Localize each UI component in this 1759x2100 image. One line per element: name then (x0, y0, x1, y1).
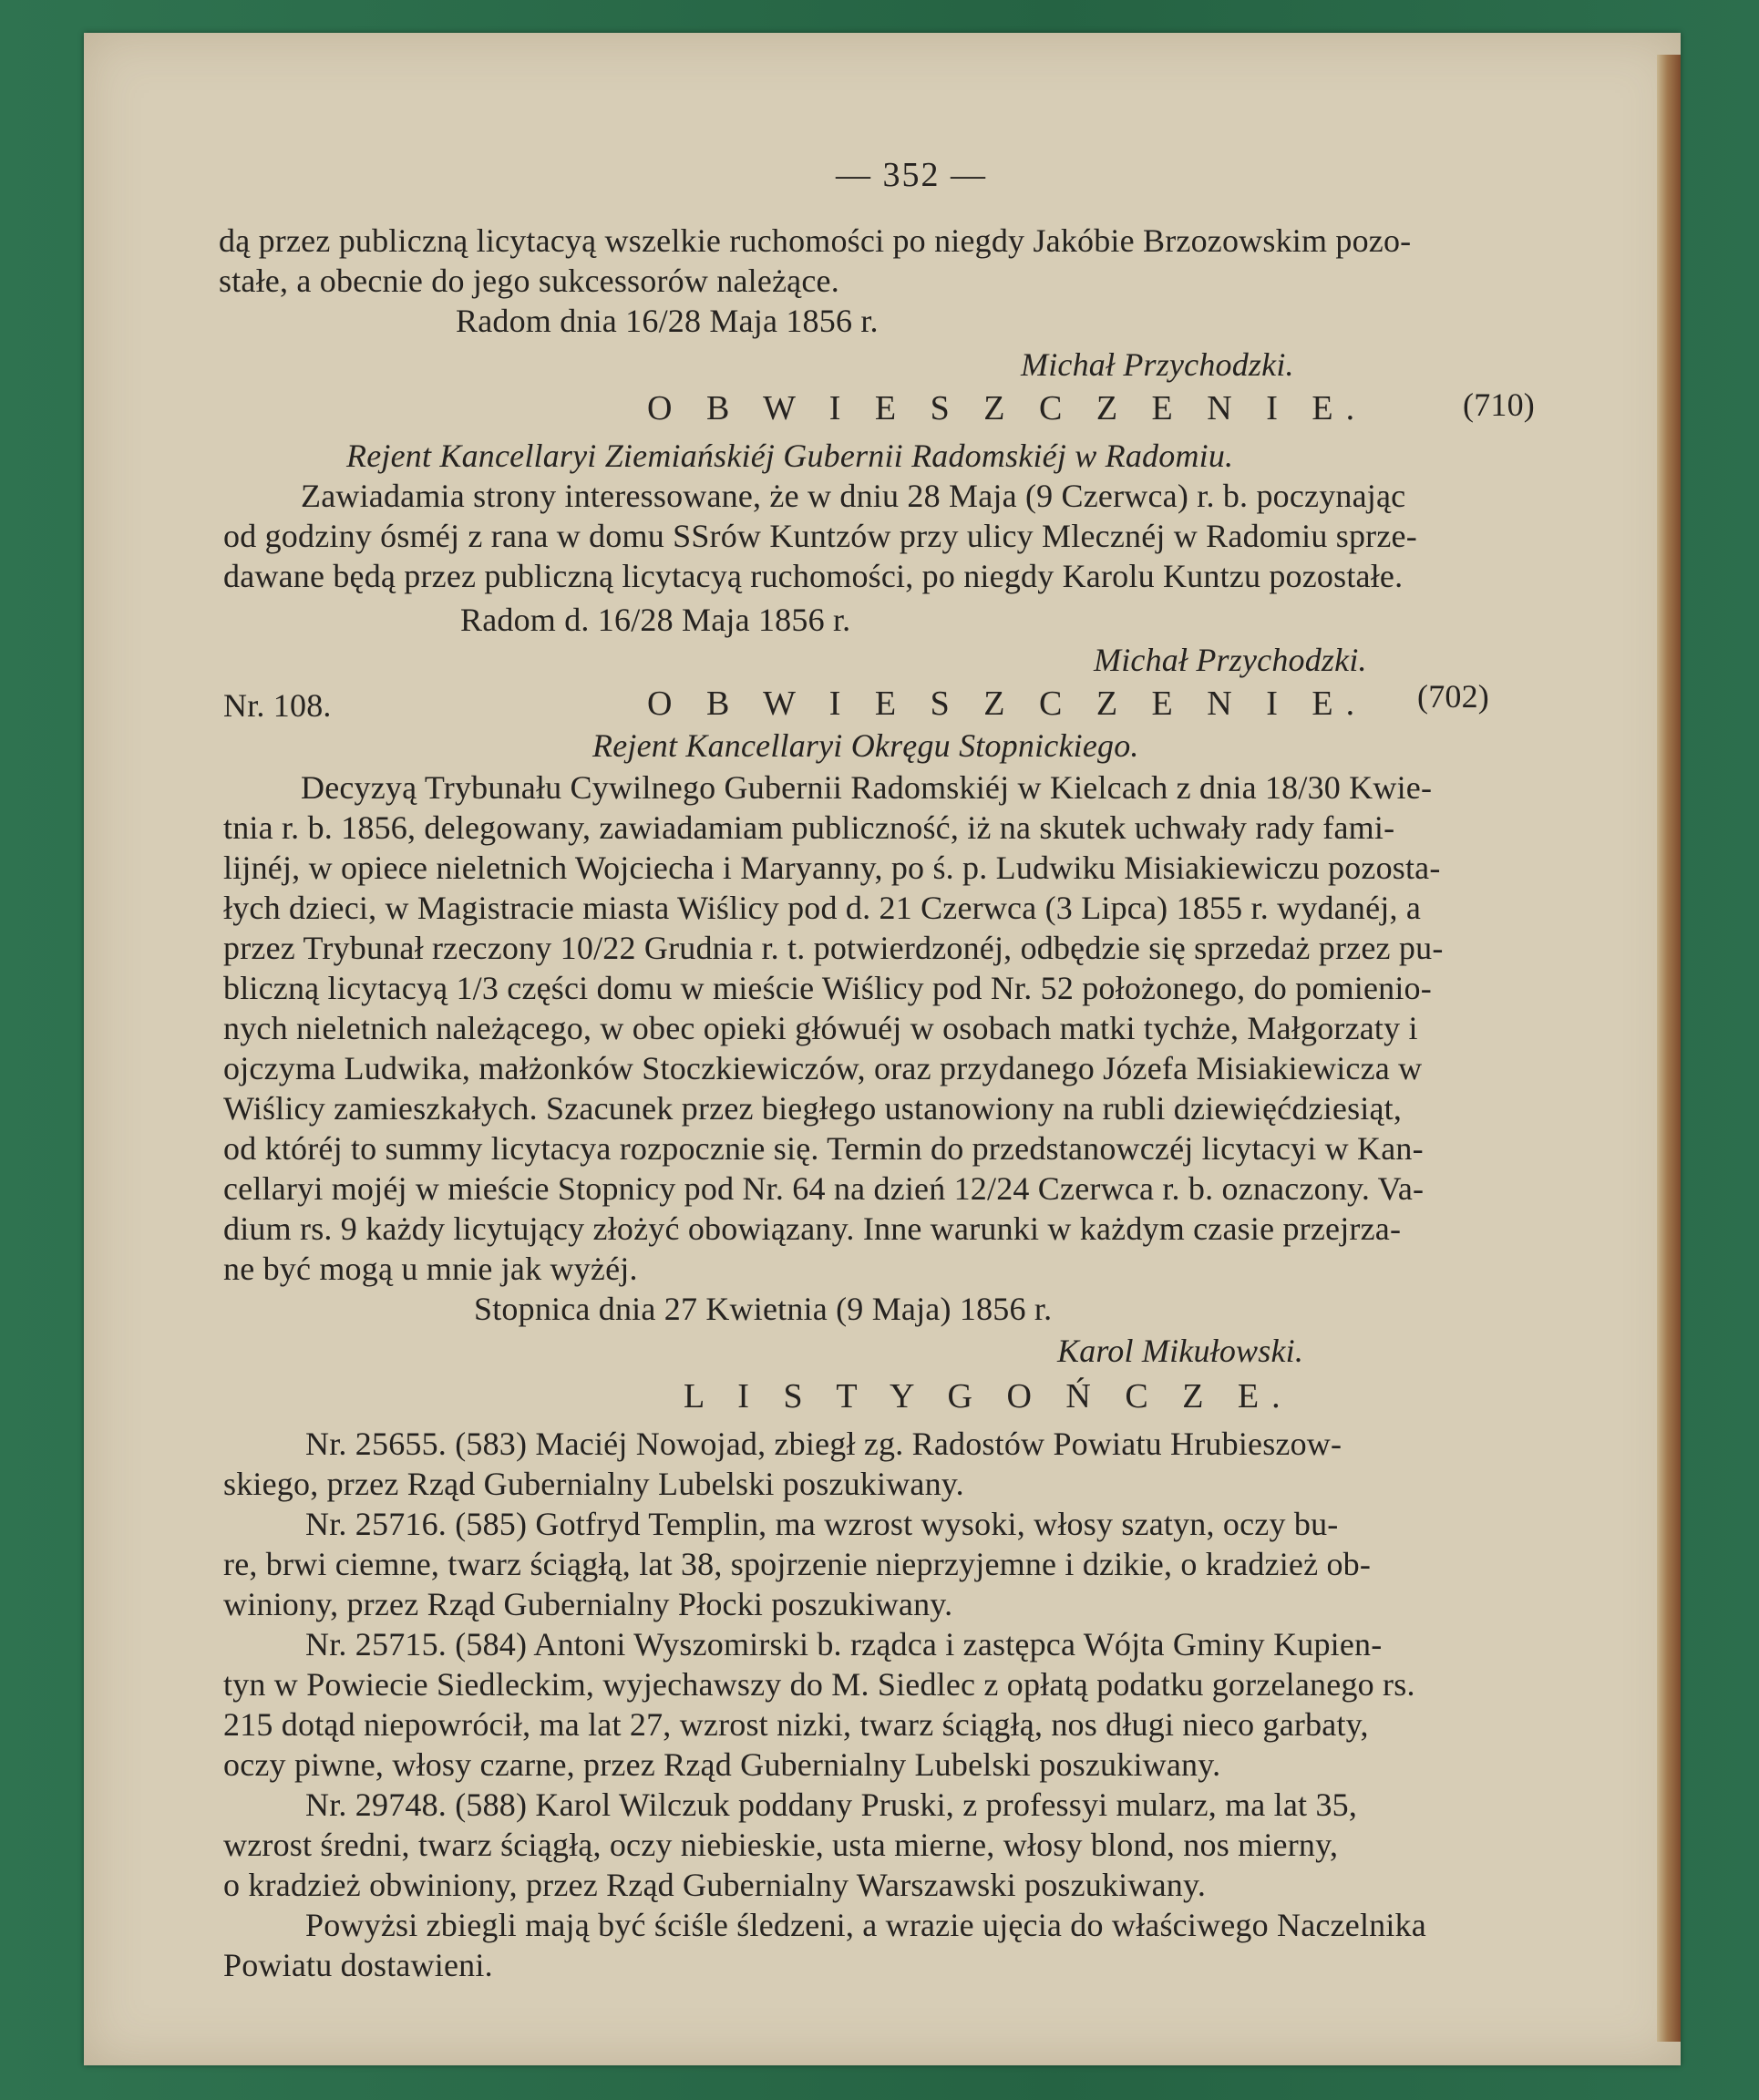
notice-line: od któréj to summy licytacya rozpocznie się. Termin do przedstanowczéj licytacyi w Kan- (223, 1130, 1424, 1167)
notice-line: dą przez publiczną licytacyą wszelkie ruchomości po niegdy Jakóbie Brzozowskim pozo- (219, 222, 1412, 259)
page-edge (1657, 55, 1681, 2042)
notice-number: (710) (1463, 386, 1535, 423)
listy-line: Powiatu dostawieni. (223, 1947, 493, 1983)
notice-line: przez Trybunał rzeczony 10/22 Grudnia r. t. potwierdzonéj, odbędzie się sprzedaż przez pu- (223, 930, 1444, 966)
notice-signature: Michał Przychodzki. (1094, 642, 1367, 678)
notice-title: O B W I E S Z C Z E N I E. (647, 685, 1368, 723)
notice-number: (702) (1417, 678, 1489, 715)
notice-date: Radom dnia 16/28 Maja 1856 r. (456, 303, 879, 339)
notice-line: ojczyma Ludwika, małżonków Stoczkiewiczów, oraz przydanego Józefa Misiakiewicza w (223, 1050, 1423, 1086)
notice-signature: Karol Mikułowski. (1057, 1333, 1304, 1369)
notice-line: dawane będą przez publiczną licytacyą ruchomości, po niegdy Karolu Kuntzu pozostałe. (223, 558, 1404, 594)
listy-line: tyn w Powiecie Siedleckim, wyjechawszy do M. Siedlec z opłatą podatku gorzelanego rs. (223, 1666, 1415, 1703)
section-title: L I S T Y G O Ń C Z E. (684, 1377, 1293, 1415)
notice-line: nych nieletnich należącego, w obec opieki główuéj w osobach matki tychże, Małgorzaty i (223, 1010, 1418, 1046)
notice-date: Stopnica dnia 27 Kwietnia (9 Maja) 1856 r. (474, 1291, 1053, 1327)
listy-line: skiego, przez Rząd Gubernialny Lubelski poszukiwany. (223, 1466, 964, 1502)
notice-line: od godziny ósméj z rana w domu SSrów Kuntzów przy ulicy Mlecznéj w Radomiu sprze- (223, 518, 1417, 554)
listy-line: Nr. 25655. (583) Maciéj Nowojad, zbiegł zg. Radostów Powiatu Hrubieszow- (305, 1426, 1342, 1462)
notice-line: tnia r. b. 1856, delegowany, zawiadamiam publiczność, iż na skutek uchwały rady fami- (223, 809, 1395, 846)
notice-line: dium rs. 9 każdy licytujący złożyć obowiązany. Inne warunki w każdym czasie przejrza- (223, 1210, 1402, 1247)
notice-title: O B W I E S Z C Z E N I E. (647, 389, 1368, 427)
notice-office: Rejent Kancellaryi Ziemiańskiéj Gubernii Radomskiéj w Radomiu. (346, 438, 1234, 474)
listy-line: re, brwi ciemne, twarz ściągłą, lat 38, spojrzenie nieprzyjemne i dzikie, o kradzież ob- (223, 1546, 1372, 1582)
notice-line: łych dzieci, w Magistracie miasta Wiślicy pod d. 21 Czerwca (3 Lipca) 1855 r. wydanéj, a (223, 890, 1422, 926)
listy-line: 215 dotąd niepowrócił, ma lat 27, wzrost nizki, twarz ściągłą, nos długi nieco garbaty, (223, 1706, 1369, 1743)
listy-line: oczy piwne, włosy czarne, przez Rząd Gubernialny Lubelski poszukiwany. (223, 1746, 1221, 1783)
listy-line: o kradzież obwiniony, przez Rząd Gubernialny Warszawski poszukiwany. (223, 1867, 1207, 1903)
listy-line: winiony, przez Rząd Gubernialny Płocki poszukiwany. (223, 1586, 953, 1622)
listy-line: Nr. 29748. (588) Karol Wilczuk poddany Pruski, z professyi mularz, ma lat 35, (305, 1786, 1358, 1823)
notice-date: Radom d. 16/28 Maja 1856 r. (460, 602, 851, 638)
notice-line: Decyzyą Trybunału Cywilnego Gubernii Radomskiéj w Kielcach z dnia 18/30 Kwie- (301, 769, 1433, 806)
notice-line: bliczną licytacyą 1/3 części domu w mieście Wiślicy pod Nr. 52 położonego, do pomienio- (223, 970, 1432, 1006)
notice-line: ne być mogą u mnie jak wyżéj. (223, 1251, 638, 1287)
notice-line: stałe, a obecnie do jego sukcessorów należące. (219, 262, 839, 299)
page-number: — 352 — (836, 156, 987, 194)
listy-line: wzrost średni, twarz ściągłą, oczy niebieskie, usta mierne, włosy blond, nos mierny, (223, 1827, 1339, 1863)
notice-line: cellaryi mojéj w mieście Stopnicy pod Nr. 64 na dzień 12/24 Czerwca r. b. oznaczony. Va- (223, 1170, 1425, 1207)
notice-reference: Nr. 108. (223, 687, 332, 724)
listy-line: Nr. 25715. (584) Antoni Wyszomirski b. rządca i zastępca Wójta Gminy Kupien- (305, 1626, 1383, 1662)
listy-line: Powyżsi zbiegli mają być ściśle śledzeni, a wrazie ujęcia do właściwego Naczelnika (305, 1907, 1426, 1943)
notice-line: Zawiadamia strony interessowane, że w dniu 28 Maja (9 Czerwca) r. b. poczynając (301, 478, 1406, 514)
listy-line: Nr. 25716. (585) Gotfryd Templin, ma wzrost wysoki, włosy szatyn, oczy bu- (305, 1506, 1339, 1542)
notice-office: Rejent Kancellaryi Okręgu Stopnickiego. (592, 727, 1139, 764)
notice-signature: Michał Przychodzki. (1021, 346, 1294, 383)
notice-line: lijnéj, w opiece nieletnich Wojciecha i Maryanny, po ś. p. Ludwiku Misiakiewiczu pozosta- (223, 849, 1441, 886)
notice-line: Wiślicy zamieszkałych. Szacunek przez biegłego ustanowiony na rubli dziewięćdziesiąt, (223, 1090, 1403, 1127)
